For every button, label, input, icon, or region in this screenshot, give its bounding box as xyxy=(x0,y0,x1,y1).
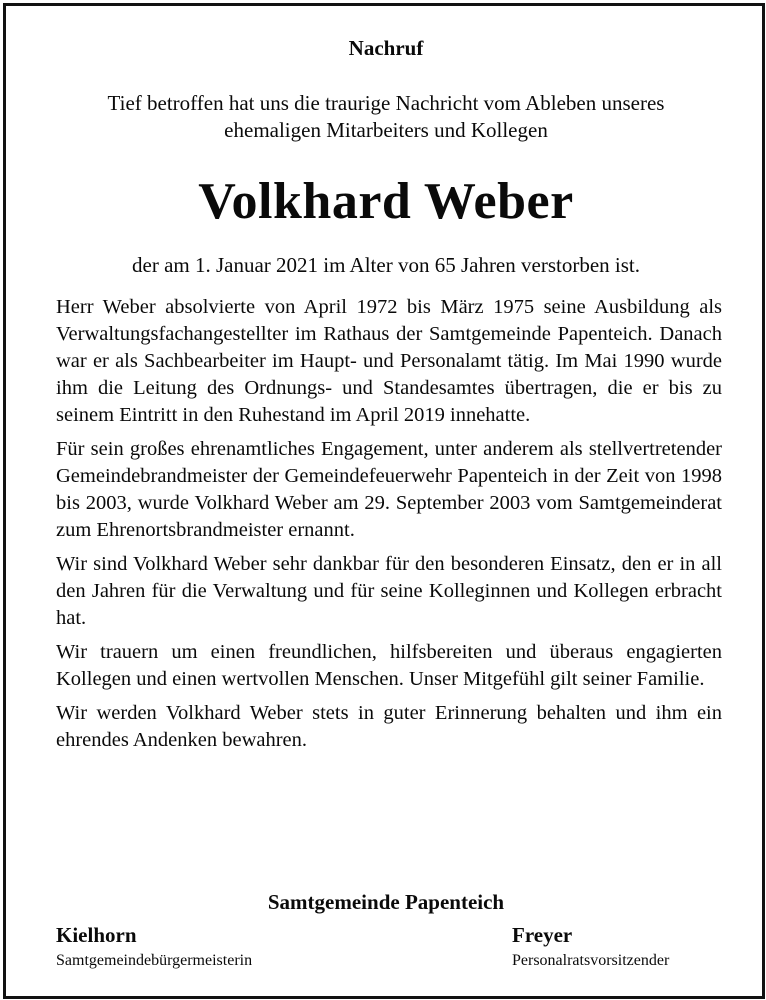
body-paragraph: Für sein großes ehrenamtliches Engagement, unter anderem als stellvertretender Gemeindebrandmeister der Gemeindefeuerwehr Papenteich in der Zeit von 1998 bis 2003, wurde Volkhard Weber am 29. September 2003 vom Samtgemeinderat zum Ehrenortsbrandmeister ernannt. xyxy=(56,438,722,541)
signatory-name: Kielhorn xyxy=(56,923,137,947)
body-paragraph: Wir werden Volkhard Weber stets in guter Erinnerung behalten und ihm ein ehrendes Andenken bewahren. xyxy=(56,702,722,751)
body-paragraph: Herr Weber absolvierte von April 1972 bis März 1975 seine Ausbildung als Verwaltungsfachangestellter im Rathaus der Samtgemeinde Papenteich. Danach war er als Sachbearbeiter im Haupt- und Personalamt tätig. Im Mai 1990 wurde ihm die Leitung des Ordnungs- und Standesamtes übertragen, die er bis zu seinem Eintritt in den Ruhestand im April 2019 innehatte. xyxy=(56,296,722,426)
intro-text xyxy=(50,90,722,144)
body-paragraph: Wir sind Volkhard Weber sehr dankbar für den besonderen Einsatz, den er in all den Jahren für die Verwaltung und für seine Kolleginnen und Kollegen erbracht hat. xyxy=(56,553,722,629)
body-paragraph: Wir trauern um einen freundlichen, hilfsbereiten und überaus engagierten Kollegen und einen wertvollen Menschen. Unser Mitgefühl gilt seiner Familie. xyxy=(56,641,722,690)
obituary-frame xyxy=(3,3,765,999)
obituary-body xyxy=(56,294,722,761)
organization-name: Samtgemeinde Papenteich xyxy=(267,890,505,914)
signatory-right xyxy=(512,922,669,972)
intro-line-2: ehemaligen Mitarbeiters und Kollegen xyxy=(224,118,548,142)
signatory-role: Personalratsvorsitzender xyxy=(512,952,670,969)
death-details: der am 1. Januar 2021 im Alter von 65 Jahren verstorben ist. xyxy=(132,253,640,277)
deceased-name: Volkhard Weber xyxy=(198,173,574,230)
signatory-left xyxy=(56,922,252,972)
signatory-name: Freyer xyxy=(512,923,573,947)
signatory-role: Samtgemeindebürgermeisterin xyxy=(56,952,253,969)
intro-line-1: Tief betroffen hat uns die traurige Nachricht vom Ableben unseres xyxy=(107,91,665,115)
obituary-heading: Nachruf xyxy=(348,36,424,60)
